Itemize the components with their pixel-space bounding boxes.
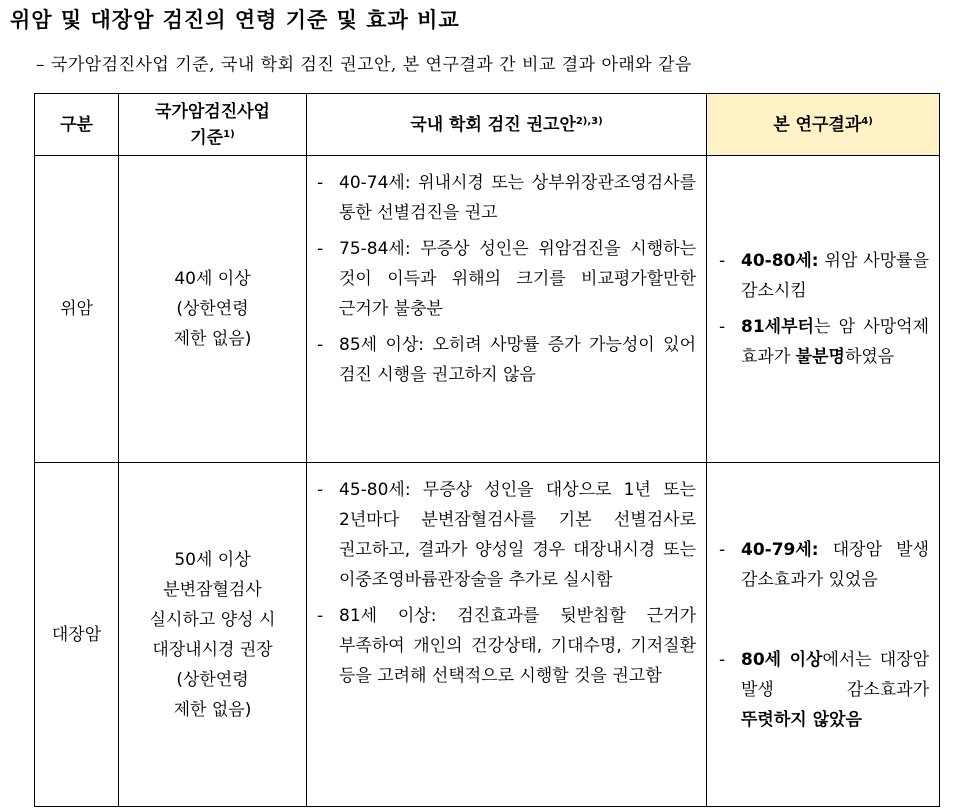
society-recommendation-cell [307, 463, 707, 807]
list-item: - 81세부터는 암 사망억제 효과가 불분명하였음 [719, 317, 929, 367]
list-item: - 40-80세: 위암 사망률을 감소시킴 [719, 251, 929, 301]
header-society: 국내 학회 검진 권고안$^{2),3)}$ [307, 94, 707, 156]
study-result-cell [707, 156, 940, 463]
list-item: - 75-84세: 무증상 성인은 위암검진을 시행하는 것이 이득과 위해의 크기를 비교평가할만한 근거가 불충분 [317, 239, 696, 319]
list-item: - 40-79세: 대장암 발생 감소효과가 있었음 [719, 539, 929, 590]
list-item: - 45-80세: 무증상 성인을 대상으로 1년 또는 2년마다 분변잠혈검사를 기본 선별검사로 권고하고, 결과가 양성일 경우 대장내시경 또는 이중조영바륨관장술을 추가로 실시함 [317, 480, 696, 590]
table-row-colorectal [35, 463, 940, 807]
category-cell: 대장암 [35, 463, 119, 807]
comparison-table [34, 93, 940, 807]
national-criteria-cell: 40세 이상 (상한연령 제한 없음) [119, 156, 307, 463]
header-category: 구분 [35, 94, 119, 156]
table-row-stomach [35, 156, 940, 463]
national-criteria-cell: 50세 이상 분변잠혈검사 실시하고 양성 시 대장내시경 권장 (상한연령 제한 없음) [119, 463, 307, 807]
page-subtitle: – 국가암검진사업 기준, 국내 학회 검진 권고안, 본 연구결과 간 비교 결과 아래와 같음 [36, 55, 692, 75]
category-cell: 위암 [35, 156, 119, 463]
header-study: 본 연구결과$^{4)}$ [707, 94, 940, 156]
society-recommendation-cell [307, 156, 707, 463]
header-national: 국가암검진사업 기준$^{1)}$ [119, 94, 307, 156]
list-item: - 85세 이상: 오히려 사망률 증가 가능성이 있어 검진 시행을 권고하지 않음 [317, 335, 696, 385]
study-result-cell [707, 463, 940, 807]
list-item: - 80세 이상에서는 대장암 발생 감소효과가 뚜렷하지 않았음 [719, 649, 929, 730]
header-row [35, 94, 940, 156]
page-title: 위암 및 대장암 검진의 연령 기준 및 효과 비교 [10, 7, 460, 32]
list-item: - 81세 이상: 검진효과를 뒷받침할 근거가 부족하여 개인의 건강상태, 기대수명, 기저질환 등을 고려해 선택적으로 시행할 것을 권고함 [317, 606, 696, 686]
list-item: - 40-74세: 위내시경 또는 상부위장관조영검사를 통한 선별검진을 권고 [317, 173, 696, 223]
